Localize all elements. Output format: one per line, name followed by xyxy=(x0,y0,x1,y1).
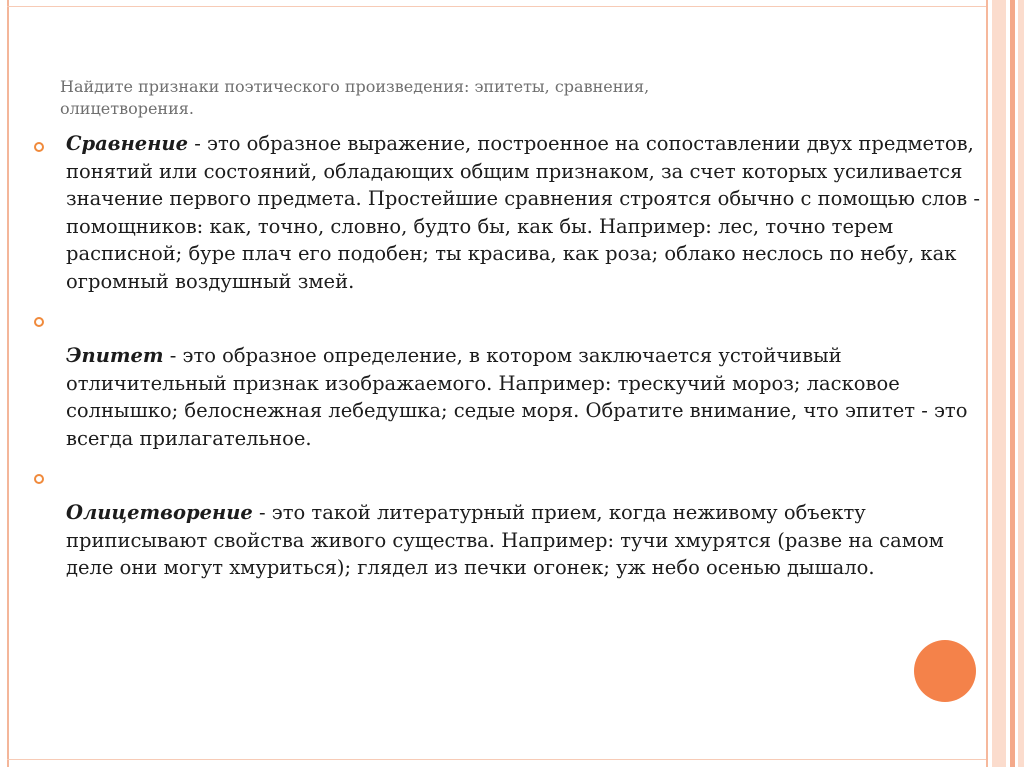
stripe xyxy=(992,0,1006,767)
stripe xyxy=(1018,0,1024,767)
bullet-circle-icon xyxy=(34,142,44,152)
accent-circle-icon xyxy=(914,640,976,702)
decorative-stripes xyxy=(986,0,1024,767)
bullet-comparison xyxy=(34,130,984,295)
bullet-term: Эпитет xyxy=(66,344,164,367)
bullet-epithet xyxy=(34,315,984,452)
bullet-spacer xyxy=(66,472,984,499)
frame-left-line xyxy=(7,0,9,767)
bullet-list xyxy=(34,130,984,582)
frame-bottom-line xyxy=(7,759,987,760)
bullet-term: Сравнение xyxy=(66,132,189,155)
bullet-spacer xyxy=(66,315,984,342)
bullet-text: - это образное выражение, построенное на сопоставлении двух предметов, понятий или состояний, обладающих общим признаком, за счет которых усиливается значение первого предмета. Простейшие сравнения строятся обычно с помощью слов - помощников: как, точно, словно, будто бы, как бы. Например: лес, точно терем расписной; буре плач его подобен; ты красива, как роза; облако неслось по небу, как огромный воздушный змей. xyxy=(66,132,981,293)
bullet-circle-icon xyxy=(34,474,44,484)
bullet-text: - это такой литературный прием, когда неживому объекту приписывают свойства живого существа. Например: тучи хмурятся (разве на самом деле они могут хмуриться); глядел из печки огонек; уж небо осенью дышало. xyxy=(66,501,944,579)
bullet-text: - это образное определение, в котором заключается устойчивый отличительный признак изображаемого. Например: трескучий мороз; ласковое солнышко; белоснежная лебедушка; седые моря. Обратите внимание, что эпитет - это всегда прилагательное. xyxy=(66,344,968,450)
frame-top-line xyxy=(7,6,987,7)
bullet-personification xyxy=(34,472,984,582)
bullet-circle-icon xyxy=(34,317,44,327)
bullet-term: Олицетворение xyxy=(66,501,253,524)
slide-heading: Найдите признаки поэтического произведения: эпитеты, сравнения, олицетворения. xyxy=(60,77,650,118)
